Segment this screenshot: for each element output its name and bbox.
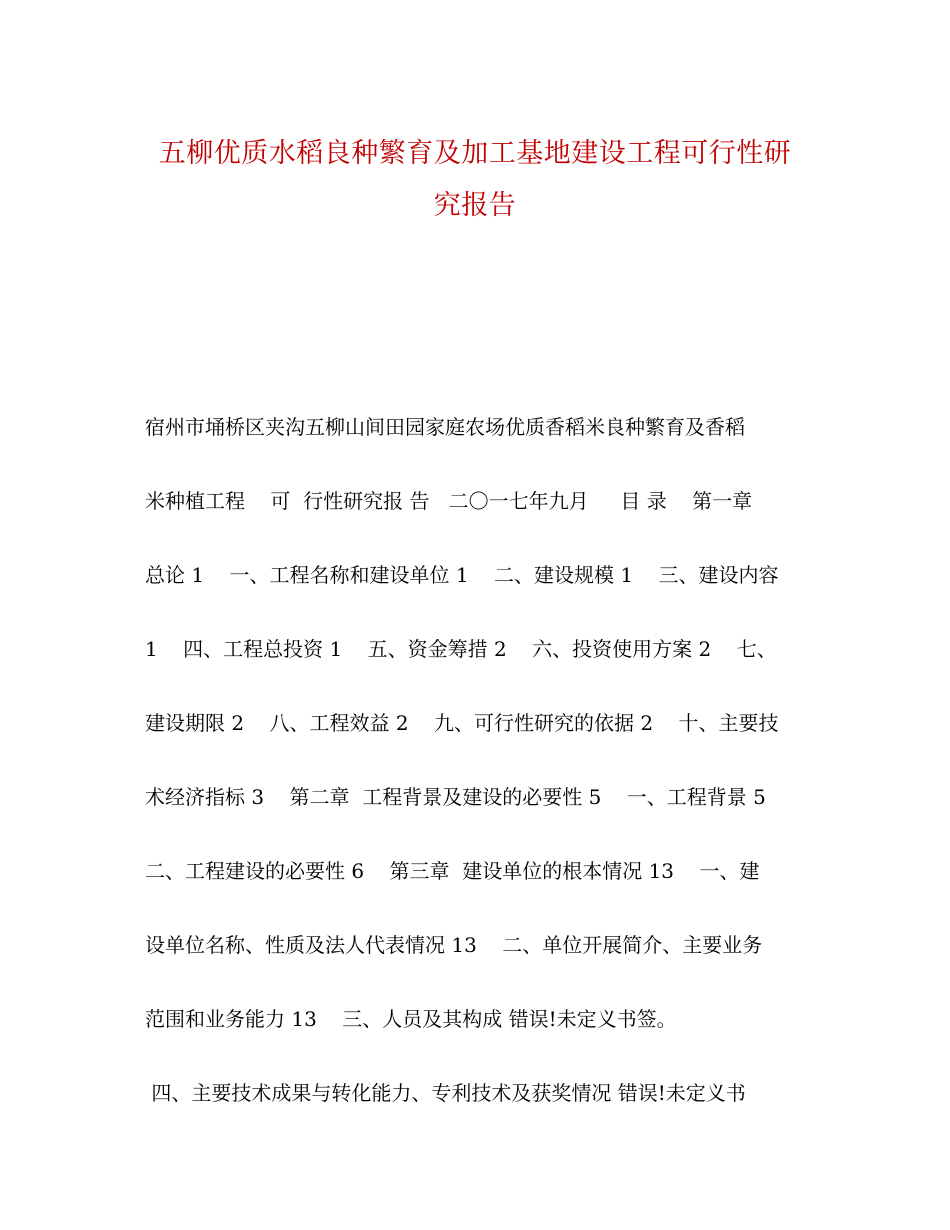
body-line-10: 四、主要技术成果与转化能力、专利技术及获奖情况 错误!未定义书 xyxy=(145,1081,746,1105)
document-title xyxy=(140,128,810,232)
title-line-2: 究报告 xyxy=(433,190,517,221)
body-line-5: 建设期限 2 八、工程效益 2 九、可行性研究的依据 2 十、主要技 xyxy=(145,711,779,735)
table-of-contents-text xyxy=(145,405,815,1145)
body-line-9: 范围和业务能力 13 三、人员及其构成 错误!未定义书签。 xyxy=(145,1007,677,1031)
body-line-6: 术经济指标 3 第二章 工程背景及建设的必要性 5 一、工程背景 5 xyxy=(145,785,766,809)
body-line-7: 二、工程建设的必要性 6 第三章 建设单位的根本情况 13 一、建 xyxy=(145,859,760,883)
title-line-1: 五柳优质水稻良种繁育及加工基地建设工程可行性研 xyxy=(158,138,792,169)
body-line-4: 1 四、工程总投资 1 五、资金筹措 2 六、投资使用方案 2 七、 xyxy=(145,637,777,661)
body-line-2: 米种植工程 可 行性研究报 告 二〇一七年九月 目 录 第一章 xyxy=(145,489,753,513)
body-line-8: 设单位名称、性质及法人代表情况 13 二、单位开展简介、主要业务 xyxy=(145,933,763,957)
body-line-1: 宿州市埇桥区夹沟五柳山间田园家庭农场优质香稻米良种繁育及香稻 xyxy=(145,415,745,439)
body-line-3: 总论 1 一、工程名称和建设单位 1 二、建设规模 1 三、建设内容 xyxy=(145,563,779,587)
